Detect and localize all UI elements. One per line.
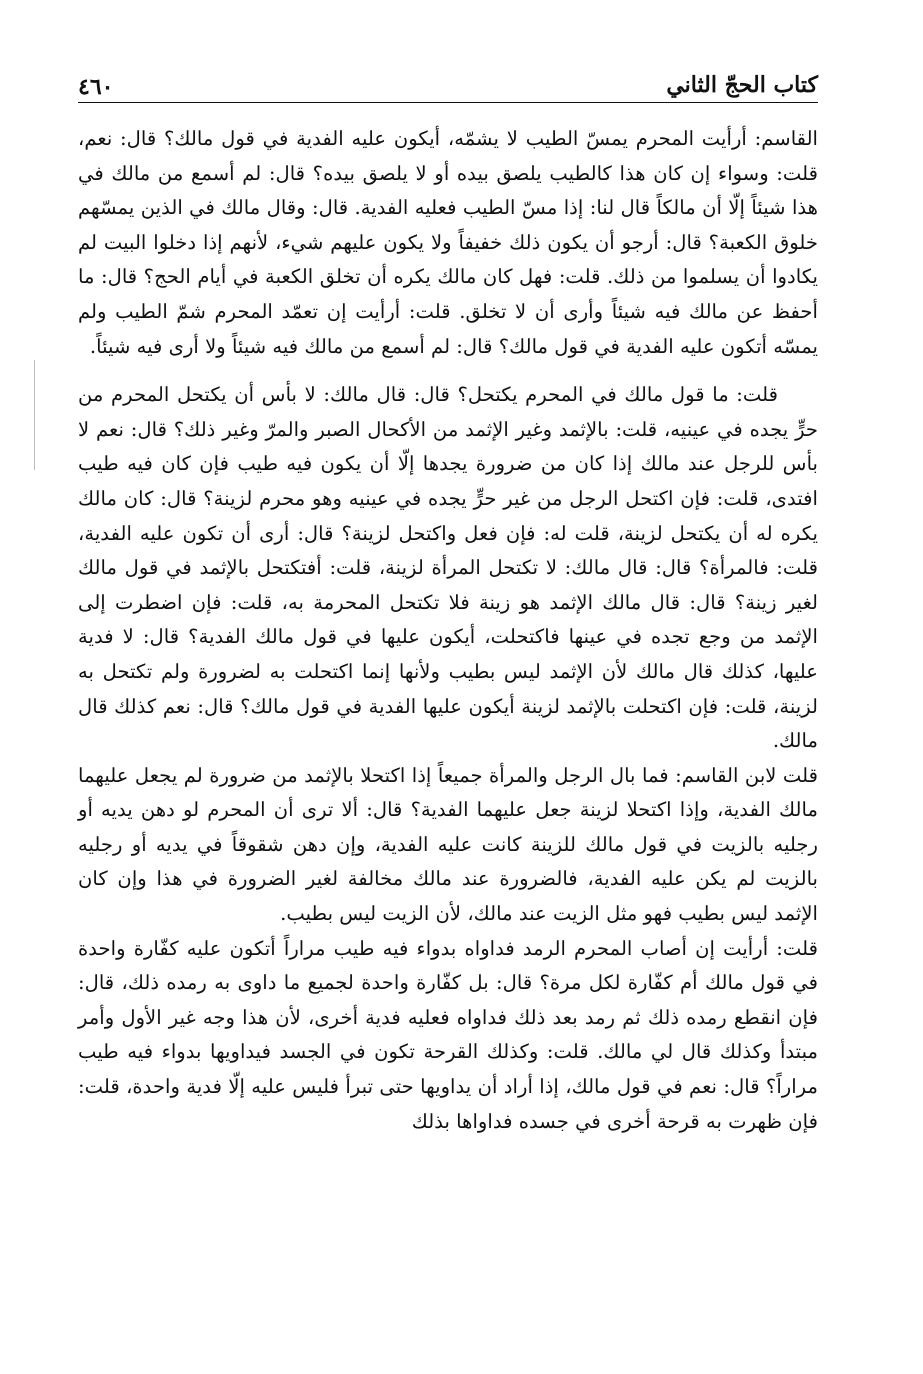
body-text (78, 122, 818, 1139)
paragraph: قلت: ما قول مالك في المحرم يكتحل؟ قال: قال مالك: لا بأس أن يكتحل المحرم من حرٍّ يجده في عينيه، قلت: بالإثمد وغير الإثمد من الأكحال الصبر والمرّ وغير ذلك؟ قال: نعم لا بأس للرجل عند مالك إذا كان من ضرورة يجدها إلّا أن يكون فيه طيب فإن كان فيه طيب افتدى، قلت: فإن اكتحل الرجل من غير حرٍّ يجده في عينيه وهو محرم لزينة؟ قال: كان مالك يكره له أن يكتحل لزينة، قلت له: فإن فعل واكتحل لزينة؟ قال: أرى أن تكون عليه الفدية، قلت: فالمرأة؟ قال: قال مالك: لا تكتحل المرأة لزينة، قلت: أفتكتحل بالإثمد في قول مالك لغير زينة؟ قال: قال مالك الإثمد هو زينة فلا تكتحل المحرمة به، قلت: فإن اضطرت إلى الإثمد من وجع تجده في عينها فاكتحلت، أيكون عليها في قول مالك الفدية؟ قال: لا فدية عليها، كذلك قال مالك لأن الإثمد ليس بطيب ولأنها إنما اكتحلت به لضرورة ولم تكتحل به لزينة، قلت: فإن اكتحلت بالإثمد لزينة أيكون عليها الفدية في قول مالك؟ قال: نعم كذلك قال مالك. (78, 383, 818, 753)
paragraph: قلت لابن القاسم: فما بال الرجل والمرأة جميعاً إذا اكتحلا بالإثمد من ضرورة لم يجعل عليهما مالك الفدية، وإذا اكتحلا لزينة جعل عليهما الفدية؟ قال: ألا ترى أن المحرم لو دهن يديه أو رجليه بالزيت في قول مالك للزينة كانت عليه الفدية، وإن دهن شقوقاً في يديه أو رجليه بالزيت لم يكن عليه الفدية، فالضرورة عند مالك مخالفة لغير الضرورة في هذا وإن كان الإثمد ليس بطيب فهو مثل الزيت عند مالك، لأن الزيت ليس بطيب. (78, 763, 818, 926)
running-title: كتاب الحجّ الثاني (666, 72, 818, 98)
page-header (78, 68, 818, 103)
margin-mark (34, 360, 35, 470)
paragraph: قلت: أرأيت إن أصاب المحرم الرمد فداواه بدواء فيه طيب مراراً أتكون عليه كفّارة واحدة في قول مالك أم كفّارة لكل مرة؟ قال: بل كفّارة واحدة لجميع ما داوى به رمده ذلك، قال: فإن انقطع رمده ذلك ثم رمد بعد ذلك فداواه فعليه فدية أخرى، لأن هذا وجه غير الأول وأمر مبتدأ وكذلك قال لي مالك. قلت: وكذلك القرحة تكون في الجسد فيداويها بدواء فيه طيب مراراً؟ قال: نعم في قول مالك، إذا أراد أن يداويها حتى تبرأ فليس عليه إلّا فدية واحدة، قلت: فإن ظهرت به قرحة أخرى في جسده فداواها بذلك (78, 936, 818, 1133)
paragraph: القاسم: أرأيت المحرم يمسّ الطيب لا يشمّه، أيكون عليه الفدية في قول مالك؟ قال: نعم، قلت: وسواء إن كان هذا كالطيب يلصق بيده أو لا يلصق بيده؟ قال: لم أسمع من مالك في هذا شيئاً إلّا أن مالكاً قال لنا: إذا مسّ الطيب فعليه الفدية. قال: وقال مالك في الذين يمسّهم خلوق الكعبة؟ قال: أرجو أن يكون ذلك خفيفاً ولا يكون عليهم شيء، لأنهم إذا دخلوا البيت لم يكادوا أن يسلموا من ذلك. قلت: فهل كان مالك يكره أن تخلق الكعبة في أيام الحج؟ قال: ما أحفظ عن مالك فيه شيئاً وأرى أن لا تخلق. قلت: أرأيت إن تعمّد المحرم شمّ الطيب ولم يمسّه أتكون عليه الفدية في قول مالك؟ قال: لم أسمع من مالك فيه شيئاً ولا أرى فيه شيئاً. (78, 127, 818, 358)
page-number: ٤٦٠ (78, 74, 114, 100)
